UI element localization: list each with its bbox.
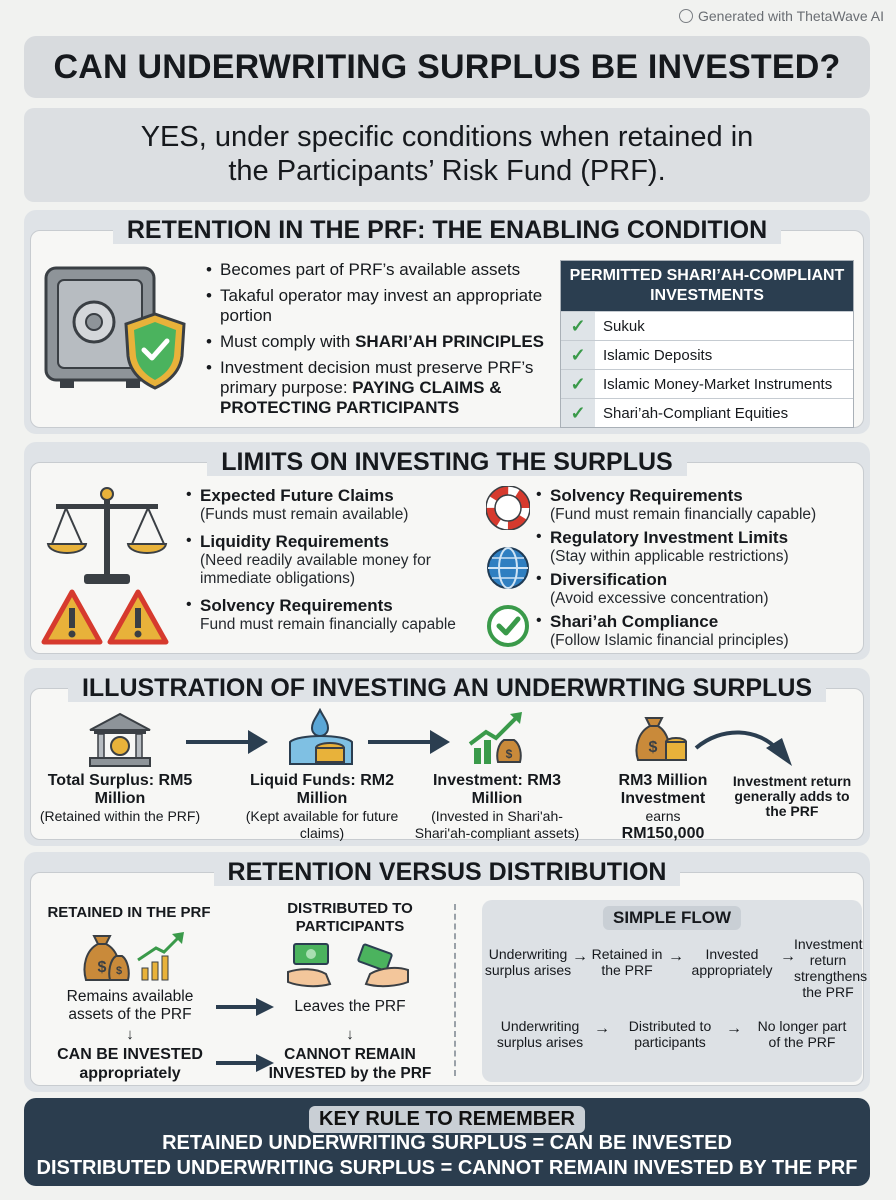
retained-head: RETAINED IN THE PRF (47, 904, 211, 921)
key-rule-line2: DISTRIBUTED UNDERWRITING SURPLUS = CANNOT REMAIN INVESTED BY THE PRF (36, 1157, 858, 1179)
earn-head: RM3 Million Investment (618, 772, 708, 807)
watermark-icon (679, 9, 693, 23)
flow-arrow-icon: → (572, 948, 588, 965)
retained-result: CAN BE INVESTED appropriately (57, 1046, 203, 1082)
bank-icon (88, 712, 152, 768)
title-banner (24, 36, 870, 98)
flow-arrow-icon: → (594, 1020, 610, 1037)
answer-text (24, 120, 870, 188)
flow-arrow-icon: → (726, 1020, 742, 1037)
retained-desc: Remains available assets of the PRF (66, 988, 194, 1023)
growth-chart-icon (468, 710, 528, 768)
svg-text:$: $ (97, 959, 107, 976)
warning-icon (40, 588, 104, 646)
key-rule-title: KEY RULE TO REMEMBER (309, 1106, 585, 1133)
distributed-result: CANNOT REMAIN INVESTED by the PRF (268, 1046, 432, 1082)
curved-arrow-icon (692, 724, 804, 772)
coins-icon (286, 708, 358, 768)
answer-line1: YES, under specific conditions when retained in (140, 121, 754, 153)
retention-title: RETENTION IN THE PRF: THE ENABLING CONDITION (24, 216, 870, 245)
earnings-block (598, 772, 728, 843)
retention-bullet: • Becomes part of PRF’s available assets (206, 260, 556, 280)
flow1-step: Investment return strengthens the PRF (794, 936, 868, 1000)
limit-item: • Solvency Requirements Fund must remain financially capable (186, 596, 456, 634)
illustration-title: ILLUSTRATION OF INVESTING AN UNDERWRTING SURPLUS (24, 674, 870, 703)
answer-box (24, 108, 870, 202)
down-arrow: ↓ (126, 1026, 134, 1043)
permitted-row: ✓ Sukuk (561, 311, 853, 340)
key-rule-line1: RETAINED UNDERWRITING SURPLUS = CAN BE INVESTED (162, 1132, 732, 1154)
svg-text:$: $ (505, 747, 513, 761)
balance-scale-icon (44, 486, 172, 588)
divider (454, 904, 456, 1076)
svg-text:$: $ (648, 739, 658, 756)
answer-line2: the Participants’ Risk Fund (PRF). (228, 155, 666, 187)
illustration-section (24, 668, 870, 846)
retention-distribution-section (24, 852, 870, 1092)
permitted-row: ✓ Shari’ah-Compliant Equities (561, 398, 853, 427)
arrow-right-icon (184, 728, 270, 756)
illustration-item: Total Surplus: RM5 Million (Retained within the PRF) (39, 772, 201, 824)
flow2-step: Underwriting surplus arises (496, 1018, 584, 1050)
hands-cash-icon (286, 940, 410, 992)
limit-item: • Expected Future Claims (Funds must remain available) (186, 486, 456, 524)
check-icon: ✓ (561, 370, 595, 398)
flow1-step: Invested appropriately (691, 946, 773, 978)
limit-item: • Regulatory Investment Limits (Stay within applicable restrictions) (536, 528, 856, 566)
limit-item: • Diversification (Avoid excessive concentration) (536, 570, 856, 608)
limit-item: • Liquidity Requirements (Need readily available money for immediate obligations) (186, 532, 456, 588)
retention-bullet: • Investment decision must preserve PRF’s primary purpose: PAYING CLAIMS & PROTECTING PARTICIPANTS (206, 358, 556, 418)
limits-right-list (536, 486, 856, 650)
check-icon: ✓ (561, 341, 595, 369)
shield-check-icon (120, 310, 190, 392)
limits-section (24, 442, 870, 660)
limit-item: • Solvency Requirements (Fund must remain financially capable) (536, 486, 856, 524)
globe-icon (486, 546, 530, 590)
flow-arrow-icon: → (780, 948, 796, 965)
key-rule-banner (24, 1098, 870, 1186)
limit-item: • Shari’ah Compliance (Follow Islamic financial principles) (536, 612, 856, 650)
distributed-head: DISTRIBUTED TO PARTICIPANTS (287, 900, 413, 935)
earn-mid: earns (645, 808, 681, 824)
watermark (679, 8, 884, 24)
watermark-text: Generated with ThetaWave AI (698, 8, 884, 24)
flow1-step: Underwriting surplus arises (484, 946, 572, 978)
limits-left-list (186, 486, 456, 634)
simple-flow-box (482, 900, 868, 1082)
permitted-investments-table (560, 260, 854, 428)
permitted-row: ✓ Islamic Deposits (561, 340, 853, 369)
permitted-title: PERMITTED SHARI’AH-COMPLIANT INVESTMENTS (561, 261, 853, 311)
flow-arrow-icon: → (668, 948, 684, 965)
svg-text:$: $ (115, 965, 123, 977)
limits-title: LIMITS ON INVESTING THE SURPLUS (24, 448, 870, 477)
flow2-step: No longer part of the PRF (757, 1018, 847, 1050)
arrow-right-icon (366, 728, 452, 756)
distributed-desc: Leaves the PRF (294, 998, 406, 1015)
check-circle-icon (486, 604, 530, 648)
earn-amount: RM150,000 (621, 825, 705, 842)
money-bag-icon (632, 712, 688, 766)
lifebuoy-icon (486, 486, 530, 530)
down-arrow: ↓ (346, 1026, 354, 1043)
simple-flow-title: SIMPLE FLOW (603, 906, 741, 930)
illustration-item: Liquid Funds: RM2 Million (Kept available for future claims) (245, 772, 399, 841)
retention-bullet: • Must comply with SHARI’AH PRINCIPLES (206, 332, 556, 352)
warning-icon (106, 588, 170, 646)
check-icon: ✓ (561, 399, 595, 427)
money-bag-icon (80, 930, 190, 986)
retention-bullet: • Takaful operator may invest an appropriate portion (206, 286, 556, 326)
retdist-title: RETENTION VERSUS DISTRIBUTION (24, 858, 870, 887)
retention-bullets (206, 260, 556, 418)
permitted-row: ✓ Islamic Money-Market Instruments (561, 369, 853, 398)
retention-section (24, 210, 870, 434)
check-icon: ✓ (561, 312, 595, 340)
flow2-step: Distributed to participants (628, 1018, 712, 1050)
return-note: Investment return generally adds to the PRF (732, 773, 852, 819)
flow1-step: Retained in the PRF (591, 946, 663, 978)
page-title: CAN UNDERWRITING SURPLUS BE INVESTED? (53, 47, 841, 86)
illustration-item: Investment: RM3 Million (Invested in Shari'ah-Shari'ah-compliant assets) (414, 772, 580, 841)
